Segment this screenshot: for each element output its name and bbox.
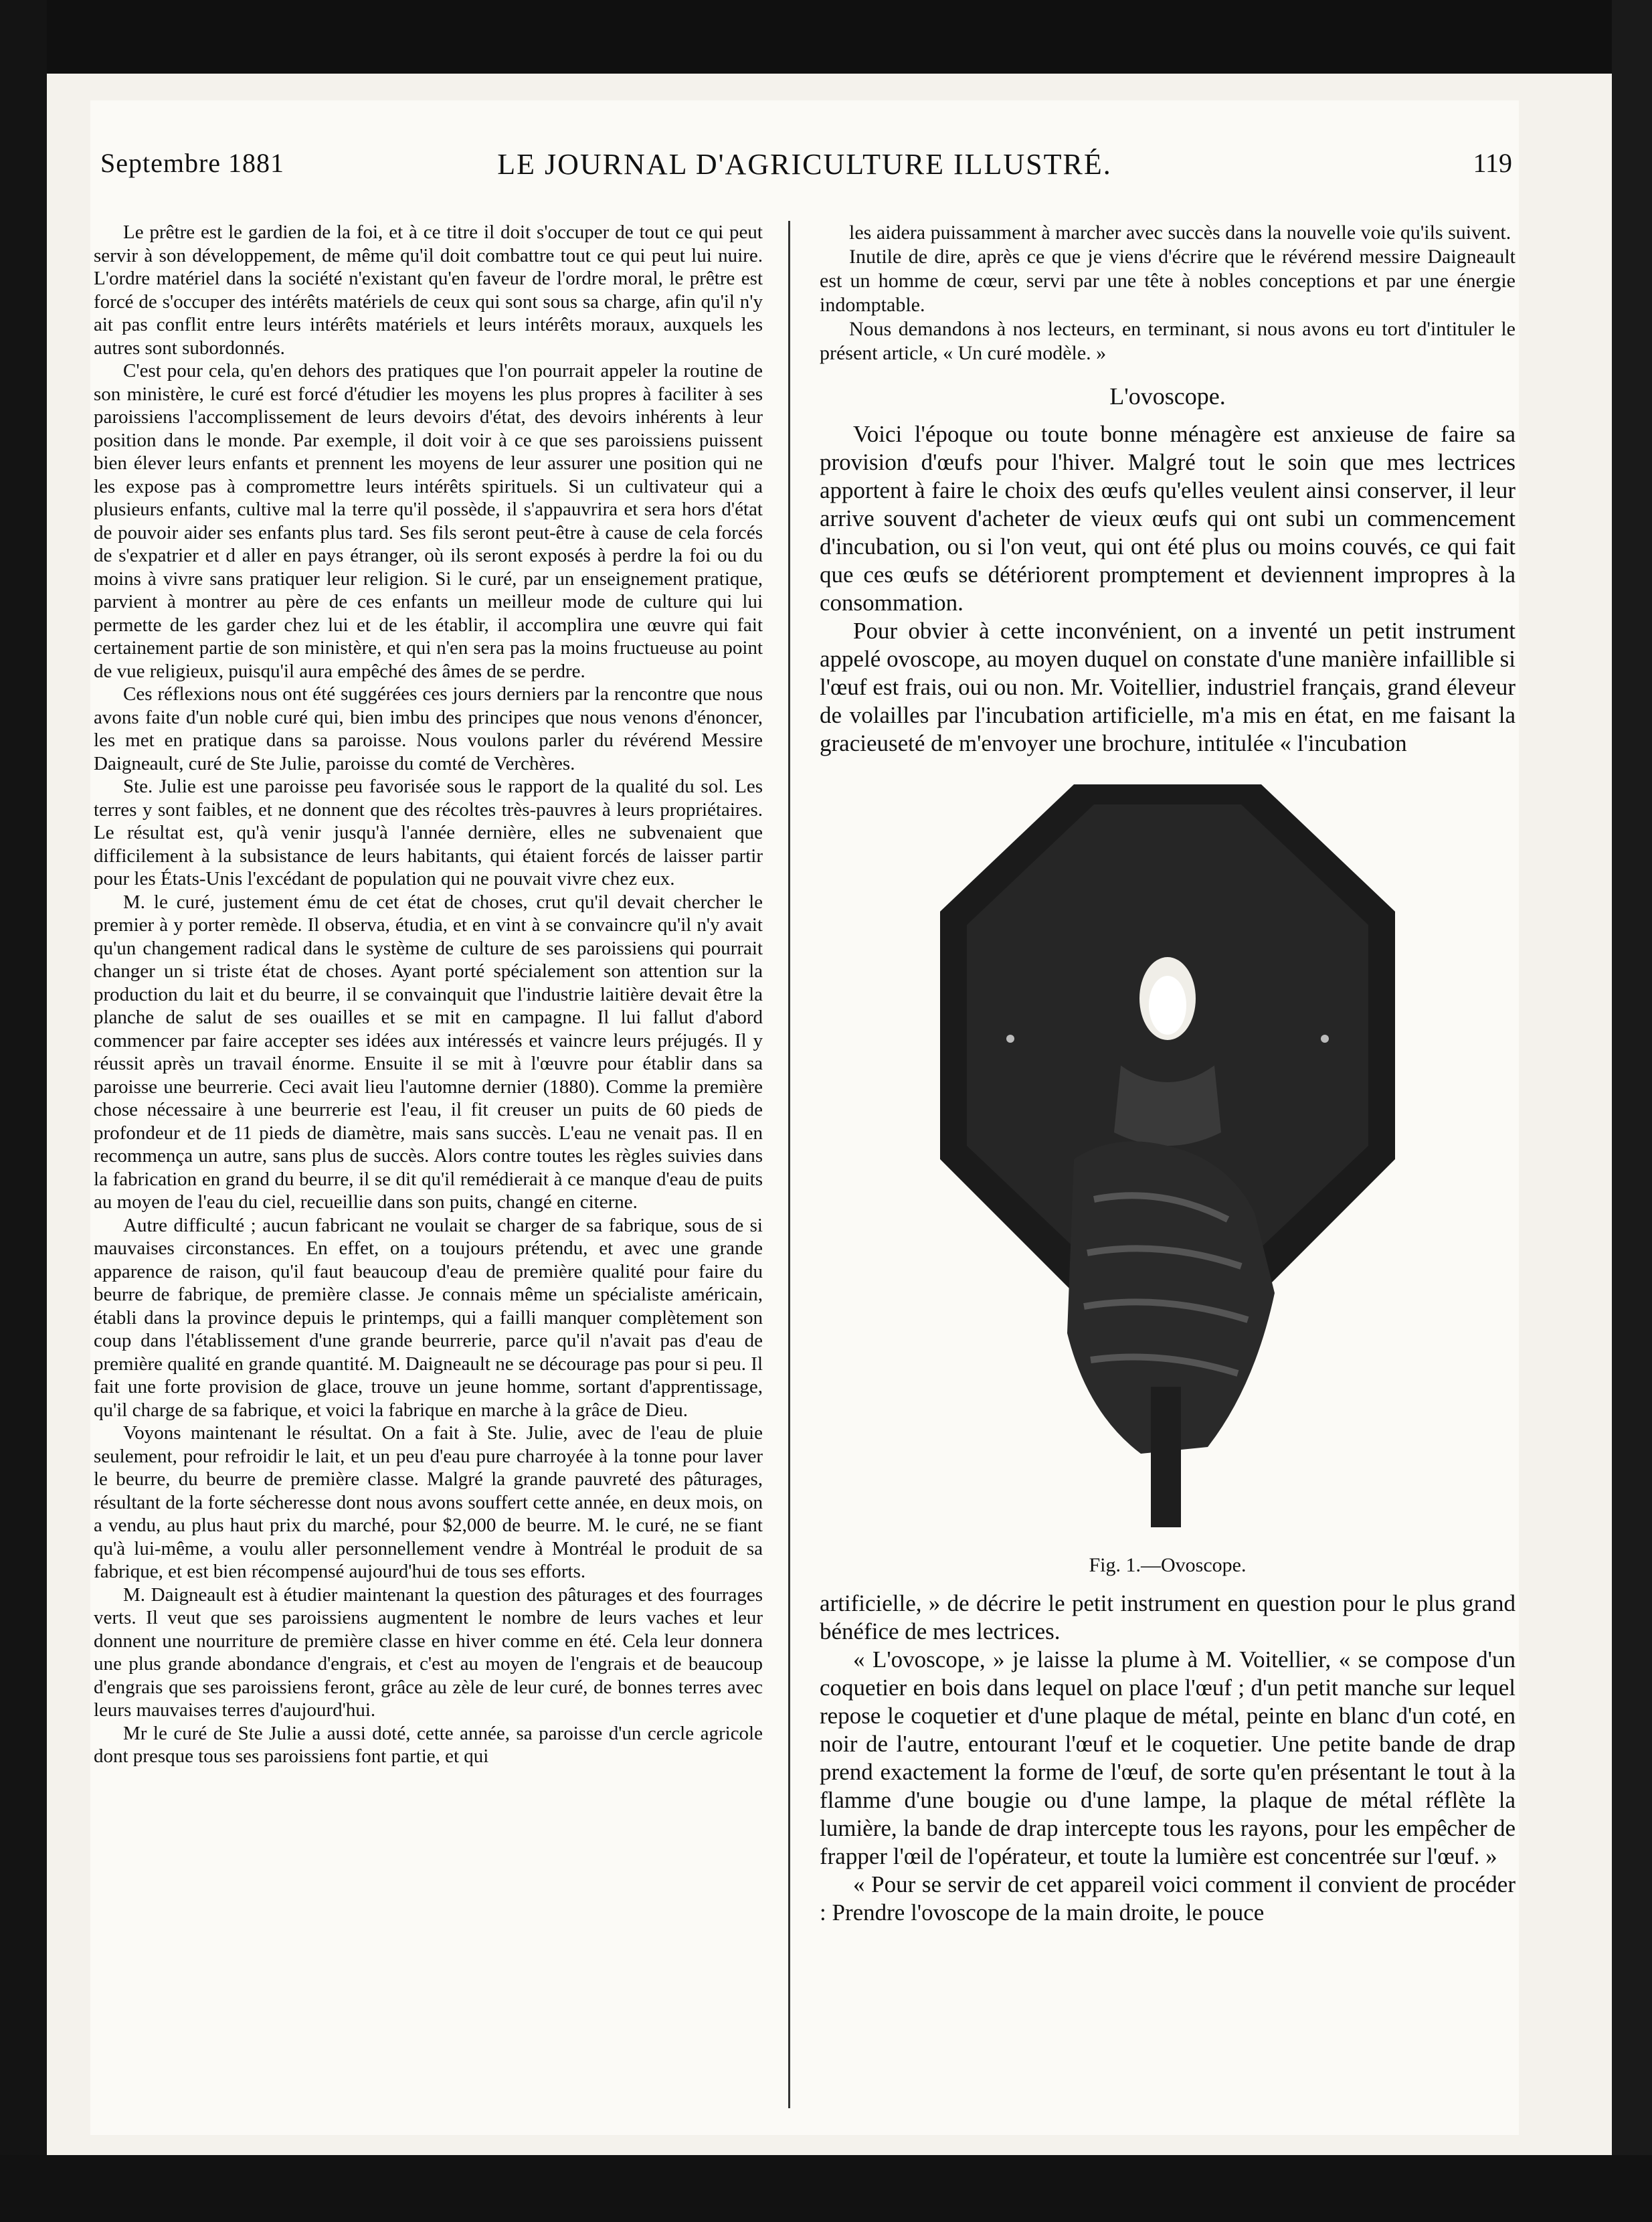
left-paragraph: M. Daigneault est à étudier maintenant la question des pâturages et des fourrages verts. Il veut que ses paroissiens augmentent le nombre de leurs vaches et leur donnent une nourriture de première classe en hiver comme en été. Cela leur donnera une plus grande abondance d'engrais, et c'est au moyen de l'engrais et de beaucoup d'engrais que ses paroissiens feront, grâce au zèle de leur curé, de bonnes terres avec leurs mauvaises terres d'aujourd'hui. bbox=[94, 1584, 763, 1721]
after-figure-paragraph: artificielle, » de décrire le petit instrument en question pour le plus grand bénéfice de mes lectrices. bbox=[820, 1590, 1516, 1644]
journal-page bbox=[90, 100, 1519, 2135]
running-header bbox=[90, 147, 1519, 187]
column-rule bbox=[788, 221, 790, 2108]
after-figure-paragraph: « Pour se servir de cet appareil voici comment il convient de procéder : Prendre l'ovoscope de la main droite, le pouce bbox=[820, 1871, 1516, 1926]
left-paragraph: C'est pour cela, qu'en dehors des pratiques que l'on pourrait appeler la routine de son ministère, le curé est forcé d'étudier les moyens les plus propres à faciliter à ses paroissiens l'accomplissement de leurs devoirs d'état, des devoirs inhérents à leur position dans le monde. Par exemple, il doit voir à ce que ses paroissiens puissent bien élever leurs enfants et prennent les moyens de leur assurer une position qui ne les expose pas à compromettre leurs intérêts spirituels. Si un cultivateur qui a plusieurs enfants, cultive mal la terre qu'il possède, il s'appauvrira et sera hors d'état de pouvoir aider ses enfants plus tard. Ses fils seront peut-être à cause de cela forcés de s'expatrier et d aller en pays étranger, où ils seront exposés à perdre la foi ou du moins à vivre sans pratiquer leur religion. Si le curé, par un enseignement pratique, parvient à montrer au père de ces enfants un meilleur mode de culture qui lui permette de les garder chez lui et de les établir, il accomplira une œuvre qui fait certainement partie de son ministère, et qui n'en sera pas la moins fructueuse au point de vue religieux, puisqu'il aura empêché des âmes de se perdre. bbox=[94, 360, 763, 682]
left-paragraph: Voyons maintenant le résultat. On a fait à Ste. Julie, avec de l'eau de pluie seulement, pour refroidir le lait, et un peu d'eau pure charroyée à la tonne pour laver le beurre, du beurre de première classe. Malgré la grande pauvreté des pâturages, résultant de la forte sécheresse dont nous avons souffert cette année, en deux mois, on a vendu, au plus haut prix du marché, pour $2,000 de beurre. M. le curé, ne se fiant qu'à lui-même, a voulu aller personnellement vendre à Montréal le produit de sa fabrique, et est bien récompensé aujourd'hui de tous ses efforts. bbox=[94, 1422, 763, 1582]
left-paragraph: M. le curé, justement ému de cet état de choses, crut qu'il devait chercher le premier à y porter remède. Il observa, étudia, et en vint à se convaincre qu'il n'y avait qu'un changement radical dans le système de culture de ses paroissiens qui pourrait changer un si triste état de choses. Ayant porté spécialement son attention sur la production du lait et du beurre, il se convainquit que l'industrie laitière devait être la planche de salut de ses ouailles et se mit en campagne. Il lui fallut d'abord commencer par faire accepter ses idées aux intéressés et vaincre leurs préjugés. Il y réussit après un travail énorme. Ensuite il se mit à l'œuvre pour établir dans sa paroisse une beurrerie. Ceci avait lieu l'automne dernier (1880). Comme la première chose nécessaire à une beurrerie est l'eau, il fit creuser un puits de 60 pieds de profondeur et de 11 pieds de diamètre, mais sans succès. L'eau ne venait pas. Il en recommença un autre, sans plus de succès. Alors contre toutes les règles suivies dans la fabrication en grand du beurre, il se dit qu'il remédierait à ce manque d'eau de puits au moyen de l'eau du ciel, recueillie dans son puits, changé en citerne. bbox=[94, 891, 763, 1213]
scan-border-right bbox=[1612, 0, 1652, 2222]
scan-border-left bbox=[0, 0, 47, 2222]
header-title: LE JOURNAL D'AGRICULTURE ILLUSTRÉ. bbox=[497, 148, 1112, 181]
right-paragraph: Nous demandons à nos lecteurs, en terminant, si nous avons eu tort d'intituler le présent article, « Un curé modèle. » bbox=[820, 318, 1516, 364]
left-paragraph: Autre difficulté ; aucun fabricant ne voulait se charger de sa fabrique, sous de si mauvaises circonstances. En effet, on a toujours prétendu, et avec une grande apparence de raison, qu'il faut beaucoup d'eau de première qualité pour faire du beurre de fabrique, de première classe. Je connais même un spécialiste américain, établi dans la province depuis le printemps, qui a failli manquer complètement son coup dans l'établissement d'une grande beurrerie, parce qu'il n'avait pas d'eau de première qualité en grande quantité. M. Daigneault ne se décourage pas pour si peu. Il fait une forte provision de glace, trouve un jeune homme, sortant d'apprentissage, qu'il charge de sa fabrique, et voici la fabrique en marche à la grâce de Dieu. bbox=[94, 1214, 763, 1421]
section-title: L'ovoscope. bbox=[1109, 383, 1226, 410]
section-paragraph: Voici l'époque ou toute bonne ménagère est anxieuse de faire sa provision d'œufs pour l'hiver. Malgré tout le soin que mes lectrices apportent à faire le choix des œufs qu'elles veulent ainsi conserver, il leur arrive souvent d'acheter de vieux œufs qui ont subi un commencement d'incubation, ou si l'on veut, qui ont été plus ou moins couvés, ce qui fait que ces œufs se détériorent promptement et deviennent impropres à la consommation. bbox=[820, 421, 1516, 616]
right-column bbox=[820, 221, 1516, 2108]
left-paragraph: Ste. Julie est une paroisse peu favorisée sous le rapport de la qualité du sol. Les terres y sont faibles, et ne donnent que des récoltes très-pauvres à leurs propriétaires. Le résultat est, qu'à venir jusqu'à l'année dernière, elles ne subvenaient que difficilement à la subsistance de leurs habitants, qui étaient forcés de laisser partir pour les États-Unis l'excédant de population qui ne pouvait vivre chez eux. bbox=[94, 776, 763, 889]
right-paragraph: les aidera puissamment à marcher avec succès dans la nouvelle voie qu'ils suivent. bbox=[849, 222, 1511, 244]
scan-border-top bbox=[0, 0, 1652, 74]
ovoscope-figure bbox=[820, 784, 1516, 1577]
left-paragraph: Le prêtre est le gardien de la foi, et à ce titre il doit s'occuper de tout ce qui peut servir à son développement, de même qu'il doit combattre tout ce qui peut lui nuire. L'ordre matériel dans la société n'existant qu'en faveur de l'ordre moral, le prêtre est forcé de s'occuper des intérêts matériels de ceux qui sont sous sa charge, afin qu'il n'y ait pas conflit entre leurs intérêts matériels et leurs intérêts moraux, auxquels les autres sont subordonnés. bbox=[94, 222, 763, 359]
figure-caption: Fig. 1.—Ovoscope. bbox=[1089, 1554, 1247, 1576]
right-paragraph: Inutile de dire, après ce que je viens d'écrire que le révérend messire Daigneault est un homme de cœur, servi par une tête à nobles conceptions et par une énergie indomptable. bbox=[820, 246, 1516, 316]
after-figure-paragraph: « L'ovoscope, » je laisse la plume à M. Voitellier, « se compose d'un coquetier en bois dans lequel on place l'œuf ; d'un petit manche sur lequel repose le coquetier et d'une plaque de métal, peinte en blanc d'un coté, en noir de l'autre, entourant l'œuf et le coquetier. Une petite bande de drap prend exactement la forme de l'œuf, de sorte qu'en présentant le tout à la flamme d'une bougie ou d'une lampe, la plaque de métal réflète la lumière, la bande de drap intercepte tous les rayons, pour les empêcher de frapper l'œil de l'opérateur, et toute la lumière est concentrée sur l'œuf. » bbox=[820, 1646, 1516, 1869]
left-paragraph: Mr le curé de Ste Julie a aussi doté, cette année, sa paroisse d'un cercle agricole dont presque tous ses paroissiens font partie, et qui bbox=[94, 1722, 763, 1767]
section-paragraph: Pour obvier à cette inconvénient, on a inventé un petit instrument appelé ovoscope, au moyen duquel on constate d'une manière infaillible si l'œuf est frais, oui ou non. Mr. Voitellier, industriel français, grand éleveur de volailles par l'incubation artificielle, m'a mis en état, en me faisant la gracieuseté de m'envoyer une brochure, intitulée « l'incubation bbox=[820, 618, 1516, 756]
scan-border-bottom bbox=[0, 2155, 1652, 2222]
ovoscope-illustration bbox=[940, 784, 1395, 1527]
header-date: Septembre 1881 bbox=[100, 148, 285, 178]
left-paragraph: Ces réflexions nous ont été suggérées ces jours derniers par la rencontre que nous avons faite d'un noble curé qui, bien imbu des principes que nous venons d'énoncer, les met en pratique dans sa paroisse. Nous voulons parler du révérend Messire Daigneault, curé de Ste Julie, paroisse du comté de Verchères. bbox=[94, 683, 763, 774]
left-column bbox=[94, 221, 763, 2108]
page-number: 119 bbox=[1473, 148, 1512, 178]
